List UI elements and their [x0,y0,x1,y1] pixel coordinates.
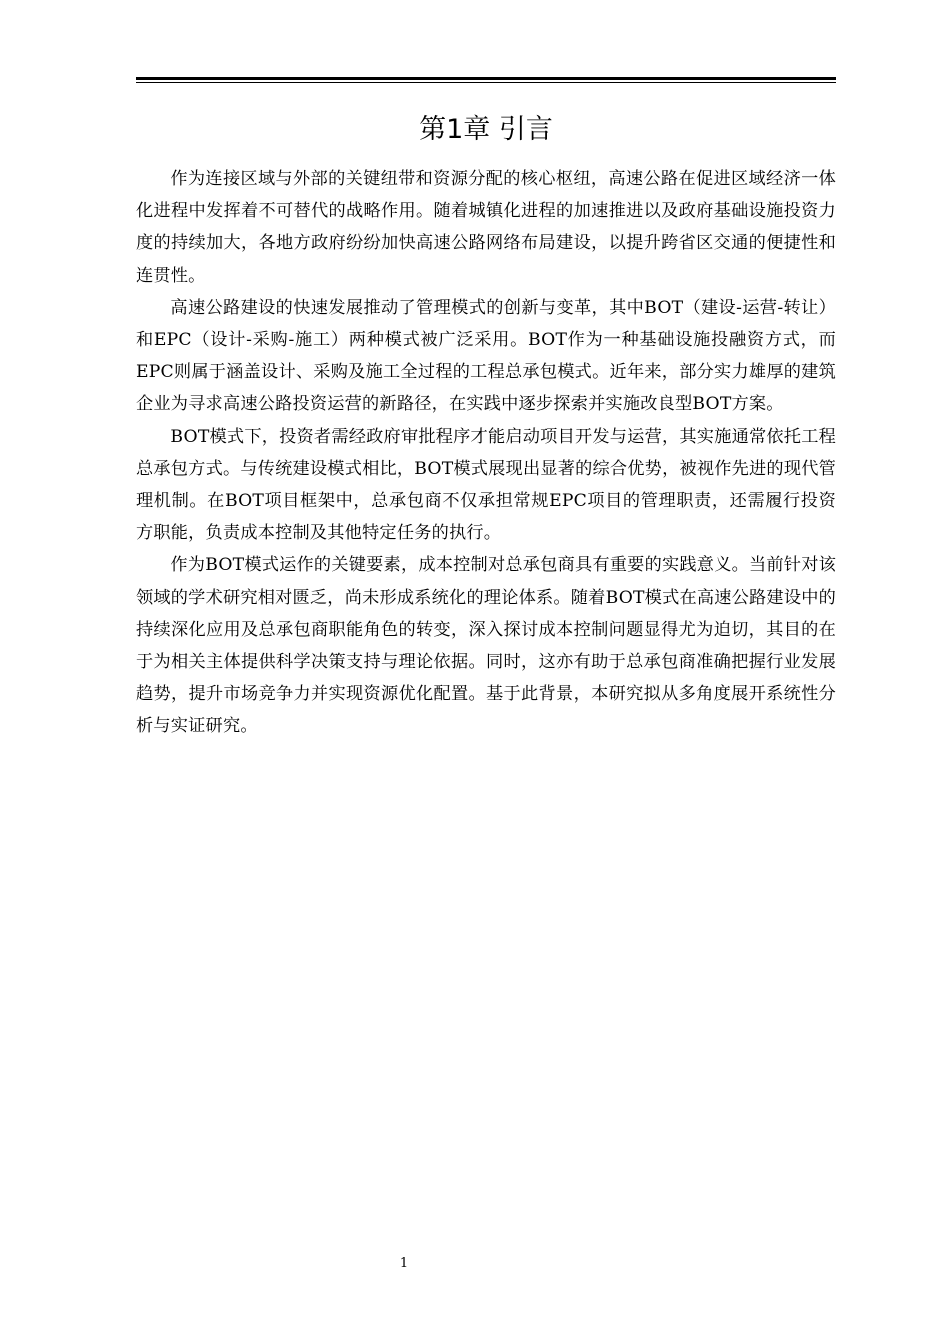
paragraph-2: 高速公路建设的快速发展推动了管理模式的创新与变革，其中BOT（建设-运营-转让）和EPC（设计-采购-施工）两种模式被广泛采用。BOT作为一种基础设施投融资方式，而EPC则属于涵盖设计、采购及施工全过程的工程总承包模式。近年来，部分实力雄厚的建筑企业为寻求高速公路投资运营的新路径，在实践中逐步探索并实施改良型BOT方案。 [136,297,836,415]
header-rule [136,77,836,83]
page-number: 1 [399,1256,409,1271]
chapter-title: 第1章 引言 [419,114,553,145]
paragraph-1: 作为连接区域与外部的关键纽带和资源分配的核心枢纽，高速公路在促进区域经济一体化进程中发挥着不可替代的战略作用。随着城镇化进程的加速推进以及政府基础设施投资力度的持续加大，各地方政府纷纷加快高速公路网络布局建设，以提升跨省区交通的便捷性和连贯性。 [136,169,836,286]
paragraph-4: 作为BOT模式运作的关键要素，成本控制对总承包商具有重要的实践意义。当前针对该领域的学术研究相对匮乏，尚未形成系统化的理论体系。随着BOT模式在高速公路建设中的持续深化应用及总承包商职能角色的转变，深入探讨成本控制问题显得尤为迫切，其目的在于为相关主体提供科学决策支持与理论依据。同时，这亦有助于总承包商准确把握行业发展趋势，提升市场竞争力并实现资源优化配置。基于此背景，本研究拟从多角度展开系统性分析与实证研究。 [136,555,836,737]
paragraph-3: BOT模式下，投资者需经政府审批程序才能启动项目开发与运营，其实施通常依托工程总承包方式。与传统建设模式相比，BOT模式展现出显著的综合优势，被视作先进的现代管理机制。在BOT项目框架中，总承包商不仅承担常规EPC项目的管理职责，还需履行投资方职能，负责成本控制及其他特定任务的执行。 [136,426,836,544]
body-text [136,163,836,743]
